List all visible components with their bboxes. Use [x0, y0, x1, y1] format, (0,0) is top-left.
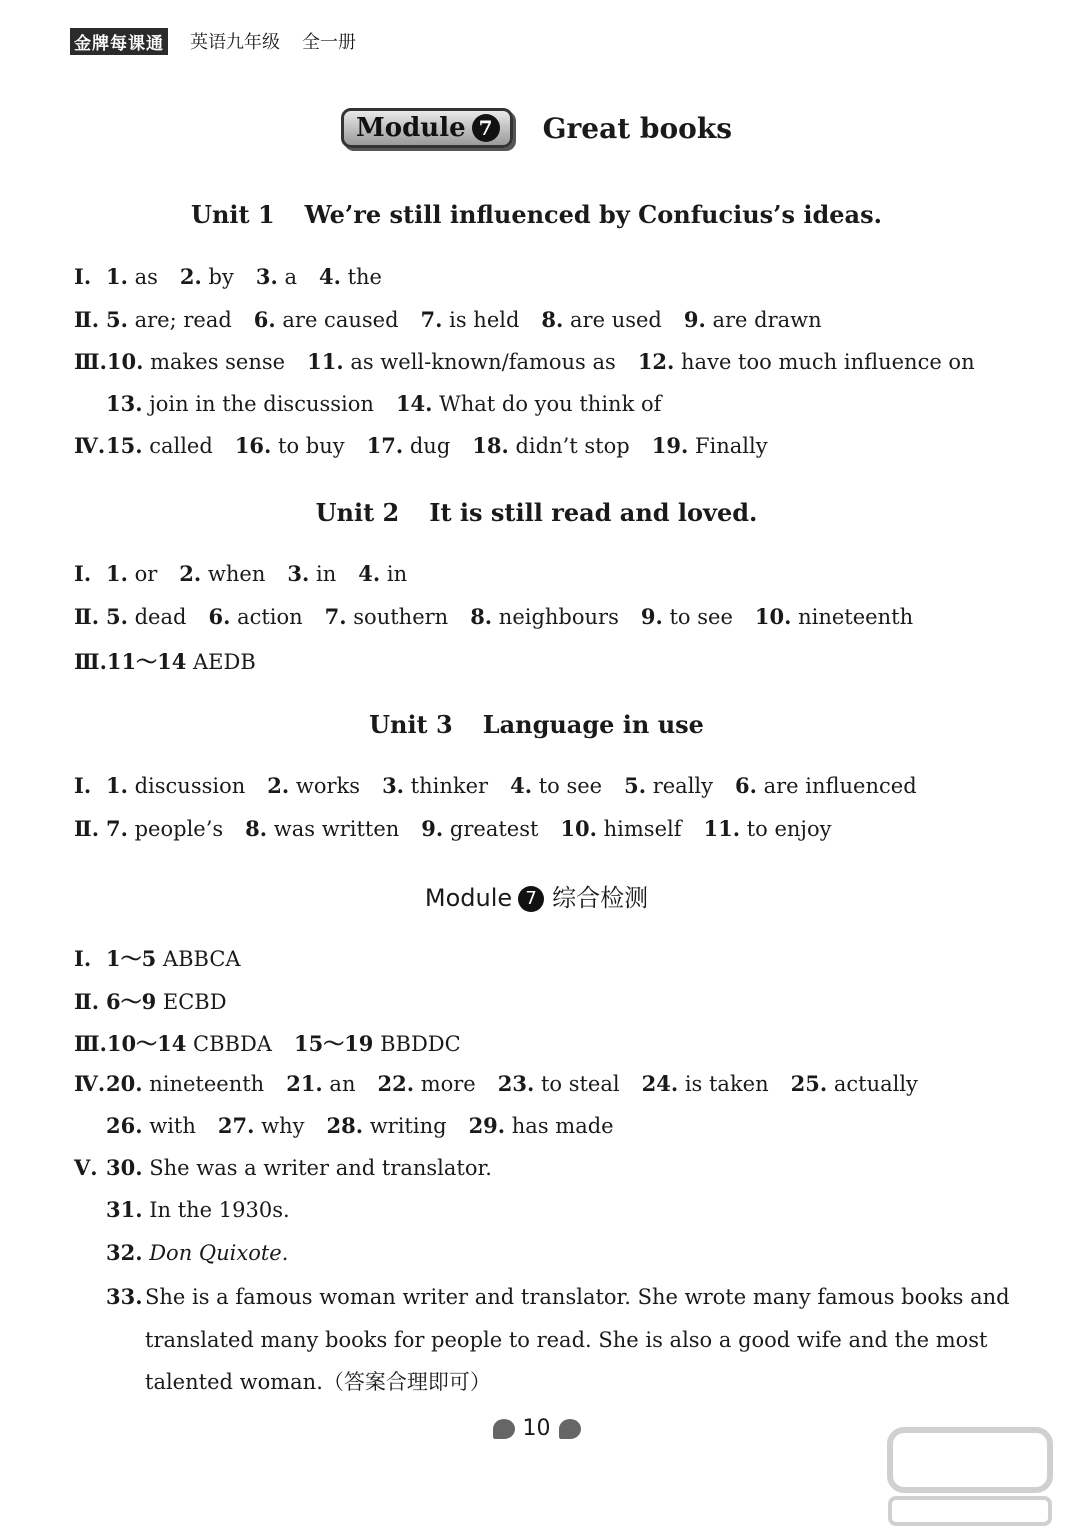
question-33-number: 33.: [106, 1284, 143, 1309]
answer-text: called: [142, 434, 213, 458]
answer-item: [421, 817, 538, 841]
answer-text: greatest: [443, 817, 539, 841]
unit-number: Unit 2: [315, 498, 400, 527]
answer-text: are caused: [275, 308, 399, 332]
answer-text: to see: [532, 774, 603, 798]
answer-line: [74, 773, 939, 798]
answer-item: [218, 1114, 305, 1138]
question-number: 4.: [510, 773, 533, 798]
question-number: 1～5: [106, 946, 157, 971]
answer-text: nineteenth: [791, 605, 914, 629]
leaf-icon: [493, 1419, 515, 1439]
question-33-answer: She is a famous woman writer and translator. She wrote many famous books and translated many books for people to read. She is also a good wife and the most talented woman.（答案合理即可）: [145, 1285, 1010, 1394]
answer-text: why: [254, 1114, 305, 1138]
leaf-icon: [559, 1419, 581, 1439]
question-number: 6～9: [106, 989, 157, 1014]
section-numeral: Ⅲ.: [74, 649, 107, 674]
answer-text: are used: [563, 308, 662, 332]
section-numeral: Ⅰ.: [74, 264, 92, 289]
answer-item: [106, 265, 158, 289]
question-number: 27.: [217, 1113, 255, 1138]
section-numeral: Ⅱ.: [74, 307, 100, 332]
answer-text: a: [277, 265, 297, 289]
answer-text: in: [380, 562, 408, 586]
answer-item: [235, 434, 345, 458]
answer-text: discussion: [127, 774, 246, 798]
question-number: 10～14: [106, 1031, 187, 1056]
answer-item: [498, 1072, 620, 1096]
answer-item: [106, 817, 223, 841]
answer-item: [106, 1072, 264, 1096]
unit-heading: [0, 200, 1073, 229]
book-title: 英语九年级: [190, 32, 280, 53]
answer-text: really: [646, 774, 713, 798]
question-number: 26.: [106, 1113, 143, 1138]
answer-text: more: [414, 1072, 476, 1096]
answer-item: [106, 308, 232, 332]
answer-line: [74, 433, 790, 458]
answer-text: in: [309, 562, 337, 586]
answer-text: Don Quixote.: [142, 1241, 289, 1265]
answer-item: [106, 1156, 492, 1180]
answer-text: thinker: [404, 774, 489, 798]
answer-text: Finally: [688, 434, 768, 458]
answer-text: as well-known/famous as: [343, 350, 616, 374]
answer-text: didn’t stop: [508, 434, 630, 458]
answer-text: was written: [267, 817, 400, 841]
answer-text: join in the discussion: [142, 392, 374, 416]
question-number: 2.: [179, 561, 202, 586]
answer-item: [106, 1198, 290, 1222]
question-number: 11～14: [106, 649, 187, 674]
answer-item: [791, 1072, 918, 1096]
question-number: 30.: [106, 1155, 143, 1180]
answer-line: [106, 391, 683, 416]
volume-label: 全一册: [302, 32, 356, 53]
question-number: 9.: [683, 307, 706, 332]
section-numeral: Ⅳ.: [74, 1071, 106, 1096]
answer-item: [106, 990, 227, 1014]
answer-text: dug: [403, 434, 451, 458]
answer-line: [106, 1113, 636, 1138]
unit-heading: [0, 710, 1073, 739]
answer-line: [74, 561, 429, 586]
question-number: 29.: [468, 1113, 506, 1138]
answer-text: as: [127, 265, 158, 289]
answer-item: [245, 817, 399, 841]
question-number: 2.: [179, 264, 202, 289]
question-number: 28.: [326, 1113, 364, 1138]
question-number: 10.: [560, 816, 597, 841]
answer-line: [74, 646, 278, 676]
module-badge: [341, 108, 513, 148]
module-label: Module: [355, 113, 466, 143]
question-number: 31.: [106, 1197, 143, 1222]
question-number: 1.: [106, 561, 128, 586]
question-number: 22.: [377, 1071, 415, 1096]
answer-line: [74, 604, 935, 629]
answer-text: with: [142, 1114, 196, 1138]
question-number: 5.: [624, 773, 647, 798]
answer-item: [325, 605, 449, 629]
answer-item: [319, 265, 382, 289]
comp-module-label: Module: [424, 884, 513, 912]
answer-text: people’s: [127, 817, 224, 841]
question-number: 18.: [472, 433, 509, 458]
unit-title: Language in use: [482, 710, 704, 739]
answer-text: actually: [827, 1072, 918, 1096]
answer-item: [641, 605, 733, 629]
answer-item: [287, 562, 336, 586]
answer-item: [638, 350, 975, 374]
answer-text: are drawn: [705, 308, 822, 332]
answer-text: In the 1930s.: [142, 1198, 290, 1222]
answer-item: [106, 562, 157, 586]
answer-line: [106, 1240, 310, 1265]
answer-text: writing: [363, 1114, 447, 1138]
question-number: 3.: [255, 264, 278, 289]
question-number: 12.: [637, 349, 675, 374]
answer-text: when: [201, 562, 266, 586]
question-number: 24.: [641, 1071, 679, 1096]
answer-text: or: [127, 562, 158, 586]
answer-item: [106, 1241, 288, 1265]
answer-text: have too much influence on: [674, 350, 975, 374]
watermark-logo: [885, 1420, 1055, 1530]
answer-item: [106, 774, 245, 798]
question-number: 9.: [640, 604, 663, 629]
section-numeral: Ⅰ.: [74, 561, 92, 586]
answer-text: nineteenth: [142, 1072, 265, 1096]
answer-item: [106, 392, 374, 416]
answer-line: [106, 1197, 312, 1222]
answer-item: [106, 947, 241, 971]
question-number: 32.: [106, 1240, 143, 1265]
answer-item: [469, 1114, 614, 1138]
answer-text: the: [340, 265, 382, 289]
answer-item: [358, 562, 407, 586]
answer-item: [560, 817, 681, 841]
question-number: 8.: [245, 816, 268, 841]
answer-item: [367, 434, 451, 458]
module-name: Great books: [542, 111, 733, 145]
answer-item: [256, 265, 297, 289]
answer-text: southern: [346, 605, 449, 629]
answer-item: [684, 308, 822, 332]
unit-title: We’re still influenced by Confucius’s ideas.: [304, 200, 882, 229]
answer-text: works: [289, 774, 361, 798]
answer-text: ABBCA: [156, 947, 241, 971]
answer-item: [106, 434, 213, 458]
question-number: 13.: [106, 391, 143, 416]
answer-item: [470, 605, 619, 629]
answer-item: [624, 774, 713, 798]
answer-item: [107, 650, 256, 674]
question-number: 7.: [324, 604, 347, 629]
section-numeral: Ⅰ.: [74, 773, 92, 798]
section-numeral: Ⅱ.: [74, 989, 100, 1014]
question-number: 7.: [420, 307, 443, 332]
question-number: 3.: [382, 773, 404, 798]
answer-line: [74, 816, 853, 841]
answer-item: [472, 434, 629, 458]
section-numeral: Ⅱ.: [74, 604, 100, 629]
question-number: 14.: [395, 391, 433, 416]
question-number: 6.: [208, 604, 231, 629]
question-number: 7.: [106, 816, 128, 841]
module-number: 7: [472, 114, 500, 142]
answer-item: [642, 1072, 769, 1096]
page-header: [70, 28, 356, 54]
answer-text: to steal: [534, 1072, 620, 1096]
comp-title: 综合检测: [552, 884, 649, 912]
answer-item: [180, 265, 234, 289]
answer-item: [267, 774, 360, 798]
answer-line: [74, 307, 844, 332]
question-number: 16.: [234, 433, 272, 458]
answer-item: [106, 1114, 196, 1138]
answer-text: BBDDC: [373, 1032, 461, 1056]
answer-item: [421, 308, 520, 332]
answer-text: What do you think of: [432, 392, 662, 416]
answer-item: [541, 308, 661, 332]
answer-text: to enjoy: [740, 817, 832, 841]
section-numeral: Ⅲ.: [74, 349, 107, 374]
question-number: 23.: [497, 1071, 535, 1096]
question-number: 15～19: [293, 1031, 374, 1056]
question-number: 1.: [106, 264, 128, 289]
answer-text: dead: [127, 605, 187, 629]
answer-text: has made: [505, 1114, 614, 1138]
answer-line: [74, 986, 249, 1016]
answer-item: [735, 774, 917, 798]
question-number: 4.: [358, 561, 381, 586]
question-number: 2.: [267, 773, 290, 798]
question-number: 11.: [703, 816, 741, 841]
question-number: 9.: [421, 816, 444, 841]
answer-text: to see: [662, 605, 733, 629]
question-number: 3.: [287, 561, 310, 586]
question-number: 8.: [541, 307, 564, 332]
question-number: 20.: [106, 1071, 143, 1096]
unit-number: Unit 3: [369, 710, 453, 739]
answer-text: She was a writer and translator.: [142, 1156, 492, 1180]
answer-item: [382, 774, 488, 798]
answer-text: to buy: [271, 434, 345, 458]
answer-item: [396, 392, 661, 416]
answer-line: [74, 1155, 514, 1180]
answer-item: [652, 434, 768, 458]
question-number: 1.: [106, 773, 128, 798]
question-number: 5.: [106, 604, 128, 629]
answer-item: [107, 1032, 272, 1056]
comp-module-number: 7: [518, 886, 544, 912]
question-number: 4.: [318, 264, 341, 289]
answer-item: [294, 1032, 461, 1056]
answer-text: is taken: [678, 1072, 769, 1096]
brand-label: 金牌每课通: [70, 28, 168, 55]
question-number: 10.: [754, 604, 792, 629]
answer-item: [107, 350, 285, 374]
answer-item: [377, 1072, 475, 1096]
answer-item: [704, 817, 832, 841]
question-number: 19.: [651, 433, 689, 458]
answer-text: himself: [596, 817, 682, 841]
page-number: 10: [522, 1416, 551, 1441]
answer-text: are influenced: [756, 774, 917, 798]
question-number: 6.: [253, 307, 276, 332]
answer-item: [510, 774, 602, 798]
answer-item: [286, 1072, 355, 1096]
question-number: 21.: [286, 1071, 323, 1096]
section-numeral: Ⅰ.: [74, 946, 92, 971]
module-heading: [0, 108, 1073, 148]
answer-text: is held: [442, 308, 520, 332]
question-number: 11.: [307, 349, 344, 374]
section-numeral: Ⅲ.: [74, 1031, 107, 1056]
answer-text: ECBD: [156, 990, 227, 1014]
unit-heading: [0, 498, 1073, 527]
question-number: 10.: [106, 349, 144, 374]
answer-item: [208, 605, 302, 629]
section-numeral: Ⅱ.: [74, 816, 100, 841]
answer-text: by: [201, 265, 234, 289]
question-number: 17.: [366, 433, 404, 458]
answer-item: [106, 605, 186, 629]
question-number: 25.: [790, 1071, 828, 1096]
answer-text: action: [230, 605, 303, 629]
answer-text: AEDB: [186, 650, 256, 674]
answer-item: [326, 1114, 446, 1138]
answer-text: neighbours: [492, 605, 619, 629]
answer-text: are; read: [127, 308, 232, 332]
question-number: 5.: [106, 307, 128, 332]
answer-line: [74, 943, 263, 973]
question-number: 8.: [470, 604, 493, 629]
answer-line: [74, 1028, 483, 1058]
answer-text: makes sense: [143, 350, 286, 374]
answer-line: [74, 349, 997, 374]
answer-text: CBBDA: [186, 1032, 272, 1056]
section-numeral: Ⅳ.: [74, 433, 106, 458]
question-number: 15.: [106, 433, 143, 458]
answer-item: [307, 350, 616, 374]
unit-number: Unit 1: [191, 200, 275, 229]
unit-title: It is still read and loved.: [429, 498, 758, 527]
question-number: 6.: [735, 773, 757, 798]
section-numeral: Ⅴ.: [74, 1155, 98, 1180]
answer-item: [254, 308, 399, 332]
answer-line: [74, 1071, 940, 1096]
answer-item: [755, 605, 913, 629]
comprehensive-test-heading: [0, 878, 1073, 913]
answer-text: an: [322, 1072, 356, 1096]
answer-item: [179, 562, 265, 586]
answer-line: [74, 264, 404, 289]
